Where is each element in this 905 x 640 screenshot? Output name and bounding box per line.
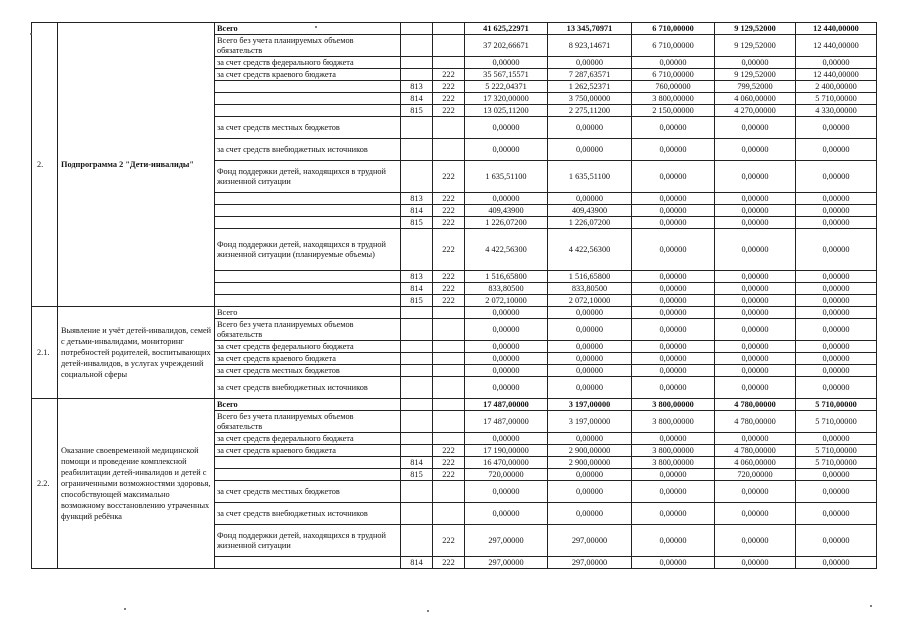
amount-y2024: 0,00000 [715,295,796,307]
amount-y2024: 0,00000 [715,525,796,557]
budget-subcode [433,341,465,353]
amount-y2023: 0,00000 [632,117,715,139]
budget-table-body [32,23,877,569]
amount-y2024: 4 780,00000 [715,445,796,457]
amount-y2022: 8 923,14671 [548,35,632,57]
amount-y2022: 4 422,56300 [548,229,632,271]
amount-total: 1 635,51100 [465,161,548,193]
amount-y2022: 0,00000 [548,307,632,319]
amount-y2023: 6 710,00000 [632,35,715,57]
budget-code [401,57,433,69]
amount-y2023: 0,00000 [632,469,715,481]
section-index: 2. [32,23,58,307]
amount-y2025: 0,00000 [796,557,877,569]
amount-y2022: 13 345,70971 [548,23,632,35]
amount-total: 17 487,00000 [465,399,548,411]
amount-y2024: 0,00000 [715,353,796,365]
budget-code: 815 [401,105,433,117]
budget-code: 813 [401,81,433,93]
amount-y2025: 0,00000 [796,365,877,377]
amount-y2024: 0,00000 [715,283,796,295]
budget-code: 814 [401,457,433,469]
amount-total: 0,00000 [465,139,548,161]
amount-y2025: 5 710,00000 [796,411,877,433]
funding-source-label: Всего без учета планируемых объемов обязательств [215,35,401,57]
section-name: Оказание своевременной медицинской помощи и проведение комплексной реабилитации детей-инвалидов и детей с ограниченными возможностями здоровья, способствующей максимально возможному восстановлению утраченных функций ребёнка [58,399,215,569]
budget-code [401,365,433,377]
funding-source-label [215,93,401,105]
funding-source-label: Всего без учета планируемых объемов обязательств [215,411,401,433]
budget-code [401,307,433,319]
funding-source-label [215,81,401,93]
budget-code [401,229,433,271]
amount-y2023: 0,00000 [632,353,715,365]
budget-subcode [433,139,465,161]
amount-total: 1 516,65800 [465,271,548,283]
amount-y2024: 9 129,52000 [715,69,796,81]
amount-y2024: 4 780,00000 [715,411,796,433]
amount-total: 41 625,22971 [465,23,548,35]
funding-source-label: за счет средств федерального бюджета [215,57,401,69]
amount-y2024: 0,00000 [715,57,796,69]
amount-y2022: 0,00000 [548,481,632,503]
amount-total: 0,00000 [465,503,548,525]
amount-y2025: 0,00000 [796,377,877,399]
budget-subcode: 222 [433,205,465,217]
budget-code [401,35,433,57]
amount-y2022: 7 287,63571 [548,69,632,81]
amount-y2024: 0,00000 [715,205,796,217]
budget-code [401,377,433,399]
budget-subcode [433,503,465,525]
amount-y2024: 0,00000 [715,377,796,399]
budget-subcode [433,319,465,341]
amount-y2022: 0,00000 [548,117,632,139]
amount-total: 0,00000 [465,319,548,341]
amount-y2023: 3 800,00000 [632,457,715,469]
budget-subcode: 222 [433,105,465,117]
budget-code [401,399,433,411]
amount-y2022: 3 197,00000 [548,411,632,433]
budget-subcode [433,365,465,377]
amount-y2025: 12 440,00000 [796,23,877,35]
funding-source-label: за счет средств федерального бюджета [215,341,401,353]
budget-subcode: 222 [433,193,465,205]
amount-y2023: 3 800,00000 [632,93,715,105]
amount-y2025: 5 710,00000 [796,457,877,469]
amount-y2025: 0,00000 [796,57,877,69]
section-index: 2.2. [32,399,58,569]
amount-y2022: 2 900,00000 [548,445,632,457]
budget-code [401,117,433,139]
budget-subcode: 222 [433,81,465,93]
budget-code [401,433,433,445]
budget-code [401,139,433,161]
amount-y2024: 0,00000 [715,365,796,377]
amount-total: 5 222,04371 [465,81,548,93]
amount-y2023: 0,00000 [632,161,715,193]
amount-y2023: 0,00000 [632,271,715,283]
scan-speck [124,608,126,610]
scan-speck [427,610,429,612]
amount-total: 833,80500 [465,283,548,295]
amount-y2022: 0,00000 [548,433,632,445]
amount-y2022: 1 226,07200 [548,217,632,229]
amount-y2023: 0,00000 [632,295,715,307]
amount-y2022: 0,00000 [548,353,632,365]
amount-y2023: 0,00000 [632,283,715,295]
amount-y2025: 0,00000 [796,307,877,319]
amount-y2023: 0,00000 [632,205,715,217]
amount-y2023: 0,00000 [632,319,715,341]
amount-total: 0,00000 [465,117,548,139]
amount-total: 13 025,11200 [465,105,548,117]
amount-y2025: 5 710,00000 [796,445,877,457]
amount-y2025: 0,00000 [796,139,877,161]
amount-y2023: 0,00000 [632,557,715,569]
funding-source-label [215,205,401,217]
amount-y2024: 0,00000 [715,271,796,283]
section-index: 2.1. [32,307,58,399]
amount-total: 0,00000 [465,433,548,445]
amount-y2025: 0,00000 [796,433,877,445]
budget-code: 815 [401,469,433,481]
amount-y2022: 0,00000 [548,319,632,341]
budget-code: 814 [401,205,433,217]
amount-y2023: 0,00000 [632,503,715,525]
budget-subcode [433,433,465,445]
amount-y2025: 0,00000 [796,503,877,525]
budget-code [401,525,433,557]
budget-subcode [433,353,465,365]
funding-source-label: за счет средств местных бюджетов [215,117,401,139]
amount-y2023: 0,00000 [632,139,715,161]
funding-source-label: Всего без учета планируемых объемов обязательств [215,319,401,341]
amount-y2025: 0,00000 [796,469,877,481]
budget-subcode [433,399,465,411]
amount-y2024: 0,00000 [715,117,796,139]
amount-total: 0,00000 [465,193,548,205]
amount-total: 0,00000 [465,307,548,319]
amount-total: 409,43900 [465,205,548,217]
budget-code: 814 [401,557,433,569]
funding-source-label [215,295,401,307]
amount-y2024: 0,00000 [715,139,796,161]
amount-y2023: 3 800,00000 [632,411,715,433]
budget-code [401,319,433,341]
amount-y2025: 0,00000 [796,525,877,557]
funding-source-label [215,283,401,295]
funding-source-label [215,557,401,569]
scan-speck [315,26,317,28]
amount-y2024: 0,00000 [715,307,796,319]
funding-source-label: за счет средств внебюджетных источников [215,139,401,161]
amount-y2024: 0,00000 [715,503,796,525]
budget-subcode [433,35,465,57]
budget-subcode [433,117,465,139]
amount-y2025: 0,00000 [796,205,877,217]
budget-subcode [433,23,465,35]
funding-source-label [215,105,401,117]
amount-y2022: 409,43900 [548,205,632,217]
funding-source-label [215,469,401,481]
amount-total: 0,00000 [465,481,548,503]
amount-y2022: 0,00000 [548,469,632,481]
budget-code [401,445,433,457]
funding-source-label [215,271,401,283]
funding-source-label: за счет средств федерального бюджета [215,433,401,445]
amount-y2024: 799,52000 [715,81,796,93]
amount-y2025: 0,00000 [796,341,877,353]
funding-source-label [215,217,401,229]
amount-y2025: 0,00000 [796,161,877,193]
budget-code: 814 [401,283,433,295]
amount-total: 17 487,00000 [465,411,548,433]
budget-code [401,161,433,193]
budget-subcode: 222 [433,445,465,457]
budget-subcode [433,377,465,399]
amount-y2022: 0,00000 [548,365,632,377]
budget-code: 815 [401,295,433,307]
amount-y2025: 0,00000 [796,193,877,205]
amount-y2024: 0,00000 [715,433,796,445]
amount-y2024: 4 060,00000 [715,457,796,469]
funding-source-label: за счет средств краевого бюджета [215,445,401,457]
amount-total: 297,00000 [465,557,548,569]
amount-y2022: 3 197,00000 [548,399,632,411]
amount-total: 0,00000 [465,365,548,377]
amount-y2022: 0,00000 [548,139,632,161]
amount-y2023: 0,00000 [632,433,715,445]
funding-source-label: Всего [215,307,401,319]
amount-y2022: 2 072,10000 [548,295,632,307]
amount-total: 17 190,00000 [465,445,548,457]
budget-code [401,23,433,35]
amount-y2025: 5 710,00000 [796,399,877,411]
amount-y2023: 2 150,00000 [632,105,715,117]
funding-source-label: Фонд поддержки детей, находящихся в трудной жизненной ситуации [215,525,401,557]
amount-y2023: 3 800,00000 [632,399,715,411]
amount-y2024: 0,00000 [715,229,796,271]
funding-source-label: Фонд поддержки детей, находящихся в трудной жизненной ситуации (планируемые объемы) [215,229,401,271]
amount-y2023: 0,00000 [632,193,715,205]
budget-subcode: 222 [433,93,465,105]
amount-y2024: 0,00000 [715,557,796,569]
amount-y2024: 0,00000 [715,193,796,205]
amount-y2025: 0,00000 [796,481,877,503]
budget-subcode: 222 [433,229,465,271]
amount-y2023: 0,00000 [632,341,715,353]
funding-source-label: за счет средств внебюджетных источников [215,503,401,525]
amount-total: 0,00000 [465,341,548,353]
budget-subcode [433,481,465,503]
budget-code: 814 [401,93,433,105]
amount-y2024: 9 129,52000 [715,23,796,35]
amount-total: 0,00000 [465,377,548,399]
funding-source-label: Всего [215,399,401,411]
budget-code [401,411,433,433]
amount-y2022: 2 275,11200 [548,105,632,117]
budget-subcode: 222 [433,161,465,193]
funding-source-label: за счет средств местных бюджетов [215,481,401,503]
budget-subcode: 222 [433,457,465,469]
budget-code [401,69,433,81]
amount-y2022: 0,00000 [548,193,632,205]
funding-source-label: за счет средств краевого бюджета [215,353,401,365]
funding-source-label: Фонд поддержки детей, находящихся в трудной жизненной ситуации [215,161,401,193]
funding-source-label: за счет средств краевого бюджета [215,69,401,81]
amount-y2024: 4 780,00000 [715,399,796,411]
amount-total: 17 320,00000 [465,93,548,105]
amount-total: 16 470,00000 [465,457,548,469]
budget-code [401,341,433,353]
budget-subcode: 222 [433,525,465,557]
amount-y2024: 9 129,52000 [715,35,796,57]
amount-y2023: 760,00000 [632,81,715,93]
amount-total: 4 422,56300 [465,229,548,271]
amount-total: 37 202,66671 [465,35,548,57]
amount-y2023: 6 710,00000 [632,23,715,35]
amount-y2025: 0,00000 [796,217,877,229]
funding-source-label [215,457,401,469]
amount-y2022: 1 516,65800 [548,271,632,283]
amount-y2023: 6 710,00000 [632,69,715,81]
amount-y2022: 0,00000 [548,377,632,399]
amount-y2025: 12 440,00000 [796,35,877,57]
amount-total: 297,00000 [465,525,548,557]
funding-source-label: Всего [215,23,401,35]
amount-y2024: 0,00000 [715,481,796,503]
budget-code [401,503,433,525]
amount-y2025: 0,00000 [796,229,877,271]
amount-y2022: 833,80500 [548,283,632,295]
amount-y2022: 0,00000 [548,57,632,69]
scan-speck [30,33,32,35]
amount-total: 720,00000 [465,469,548,481]
amount-y2025: 0,00000 [796,283,877,295]
funding-source-label [215,193,401,205]
table-row [32,307,877,319]
amount-y2023: 0,00000 [632,377,715,399]
funding-source-label: за счет средств внебюджетных источников [215,377,401,399]
budget-code: 813 [401,271,433,283]
amount-y2023: 0,00000 [632,525,715,557]
amount-y2025: 0,00000 [796,117,877,139]
table-row [32,23,877,35]
amount-y2025: 0,00000 [796,319,877,341]
amount-y2022: 0,00000 [548,503,632,525]
amount-total: 1 226,07200 [465,217,548,229]
budget-subcode [433,57,465,69]
amount-y2024: 0,00000 [715,217,796,229]
amount-y2023: 3 800,00000 [632,445,715,457]
amount-y2025: 0,00000 [796,353,877,365]
amount-total: 2 072,10000 [465,295,548,307]
amount-y2023: 0,00000 [632,57,715,69]
table-row [32,399,877,411]
amount-y2025: 2 400,00000 [796,81,877,93]
budget-table [31,22,877,569]
amount-y2022: 1 635,51100 [548,161,632,193]
amount-y2024: 4 060,00000 [715,93,796,105]
amount-y2022: 0,00000 [548,341,632,353]
amount-y2022: 3 750,00000 [548,93,632,105]
budget-code: 815 [401,217,433,229]
amount-y2024: 0,00000 [715,161,796,193]
section-name: Подпрограмма 2 "Дети-инвалиды" [58,23,215,307]
amount-y2022: 297,00000 [548,525,632,557]
amount-y2023: 0,00000 [632,481,715,503]
amount-y2024: 0,00000 [715,319,796,341]
budget-subcode: 222 [433,283,465,295]
amount-y2023: 0,00000 [632,217,715,229]
amount-y2025: 0,00000 [796,295,877,307]
amount-y2023: 0,00000 [632,365,715,377]
budget-subcode [433,307,465,319]
amount-y2022: 297,00000 [548,557,632,569]
amount-y2025: 5 710,00000 [796,93,877,105]
budget-code: 813 [401,193,433,205]
budget-subcode [433,411,465,433]
amount-y2024: 4 270,00000 [715,105,796,117]
amount-total: 0,00000 [465,353,548,365]
budget-subcode: 222 [433,69,465,81]
budget-subcode: 222 [433,469,465,481]
budget-subcode: 222 [433,557,465,569]
budget-subcode: 222 [433,271,465,283]
amount-y2025: 4 330,00000 [796,105,877,117]
amount-y2025: 0,00000 [796,271,877,283]
budget-code [401,353,433,365]
amount-total: 0,00000 [465,57,548,69]
scan-speck [870,605,872,607]
amount-y2024: 0,00000 [715,341,796,353]
amount-y2023: 0,00000 [632,229,715,271]
amount-y2022: 2 900,00000 [548,457,632,469]
funding-source-label: за счет средств местных бюджетов [215,365,401,377]
amount-y2025: 12 440,00000 [796,69,877,81]
budget-code [401,481,433,503]
budget-subcode: 222 [433,217,465,229]
amount-y2022: 1 262,52371 [548,81,632,93]
amount-y2024: 720,00000 [715,469,796,481]
amount-total: 35 567,15571 [465,69,548,81]
amount-y2023: 0,00000 [632,307,715,319]
budget-subcode: 222 [433,295,465,307]
section-name: Выявление и учёт детей-инвалидов, семей с детьми-инвалидами, мониторинг потребностей родителей, воспитывающих детей-инвалидов, в услугах учреждений социальной сферы [58,307,215,399]
